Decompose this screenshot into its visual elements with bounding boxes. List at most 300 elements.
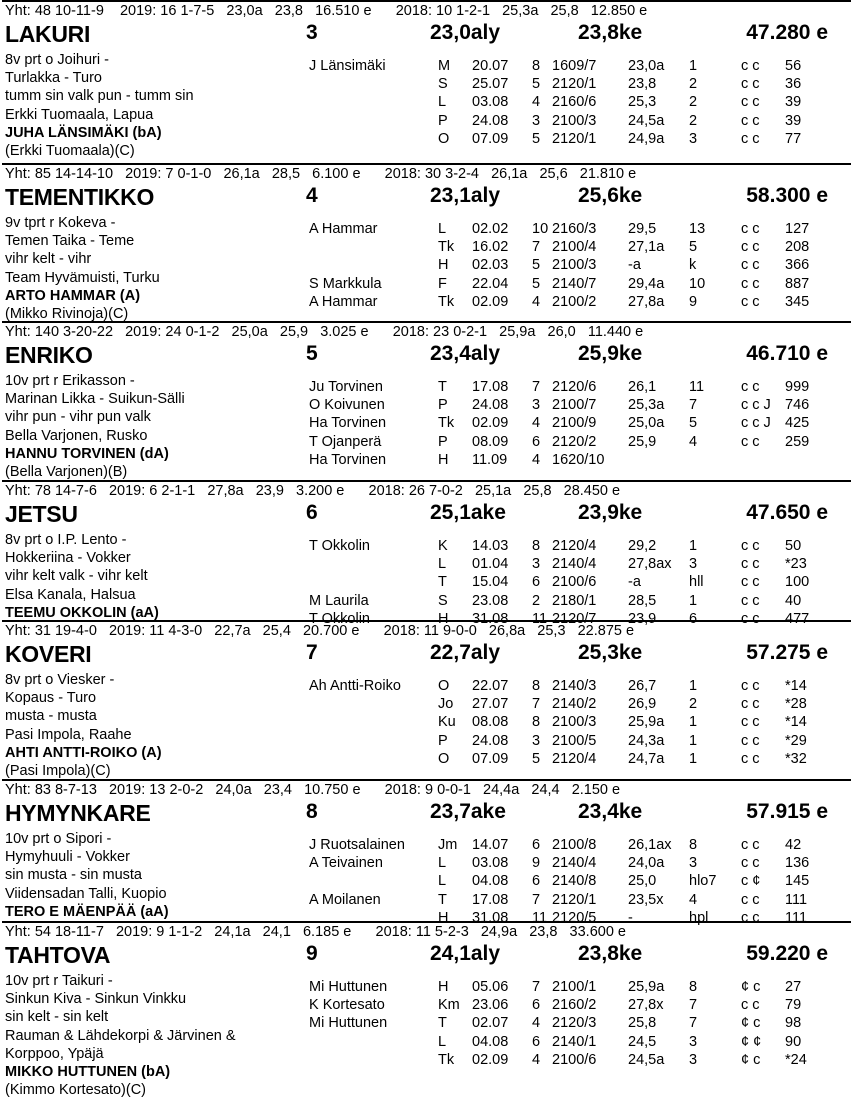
start-driver: Mi Huttunen bbox=[309, 979, 388, 995]
start-place: 1 bbox=[689, 538, 698, 554]
start-post: 5 bbox=[532, 275, 541, 292]
start-track: F bbox=[438, 275, 447, 292]
start-driver: T Ojanperä bbox=[309, 433, 382, 450]
start-odds: 39 bbox=[785, 94, 802, 111]
start-odds: *14 bbox=[785, 714, 807, 731]
info-line: Pasi Impola, Raahe bbox=[5, 726, 132, 743]
start-post: 6 bbox=[532, 837, 541, 853]
start-track: L bbox=[438, 855, 447, 872]
start-dist: 2100/9 bbox=[552, 415, 597, 432]
start-date: 24.08 bbox=[472, 112, 509, 129]
record-volt: 23,8ke bbox=[578, 942, 643, 965]
start-post: 3 bbox=[532, 732, 541, 749]
start-date: 23.06 bbox=[472, 997, 509, 1014]
start-date: 25.07 bbox=[472, 76, 509, 93]
start-dist: 2140/4 bbox=[552, 556, 597, 573]
record-auto: 23,0aly bbox=[430, 21, 501, 44]
record-volt: 23,8ke bbox=[578, 21, 643, 44]
info-line: (Mikko Rivinoja)(C) bbox=[5, 306, 129, 323]
start-shoes: c c bbox=[741, 997, 760, 1014]
start-odds: 50 bbox=[785, 538, 802, 554]
start-track: M bbox=[438, 58, 451, 74]
start-post: 7 bbox=[532, 239, 541, 256]
start-dist: 2120/6 bbox=[552, 379, 597, 395]
start-shoes: c c bbox=[741, 837, 760, 853]
start-post: 7 bbox=[532, 891, 541, 908]
horse-name: TAHTOVA bbox=[5, 942, 111, 968]
start-dist: 2100/7 bbox=[552, 397, 597, 414]
start-shoes: c c bbox=[741, 76, 760, 93]
start-time: 25,9a bbox=[628, 979, 665, 995]
start-place: 2 bbox=[689, 94, 698, 111]
start-row bbox=[0, 751, 853, 769]
start-track: T bbox=[438, 1015, 447, 1032]
info-line: sin kelt - sin kelt bbox=[5, 1009, 109, 1026]
info-line: musta - musta bbox=[5, 708, 97, 725]
start-place: 13 bbox=[689, 221, 706, 237]
start-dist: 2160/6 bbox=[552, 94, 597, 111]
start-driver: A Moilanen bbox=[309, 891, 381, 908]
start-time: 25,0 bbox=[628, 873, 657, 890]
start-track: Ku bbox=[438, 714, 456, 731]
start-odds: 98 bbox=[785, 1015, 802, 1032]
start-date: 02.09 bbox=[472, 415, 509, 432]
start-post: 4 bbox=[532, 94, 541, 111]
start-track: Tk bbox=[438, 1051, 455, 1068]
start-time: 26,1 bbox=[628, 379, 657, 395]
start-post: 4 bbox=[532, 451, 541, 468]
info-line: Viidensadan Talli, Kuopio bbox=[5, 885, 167, 902]
start-row bbox=[0, 538, 853, 556]
start-track: P bbox=[438, 112, 448, 129]
start-driver: Ju Torvinen bbox=[309, 379, 383, 395]
start-place: 2 bbox=[689, 76, 698, 93]
info-line: Hokkeriina - Vokker bbox=[5, 550, 131, 567]
start-track: H bbox=[438, 610, 449, 627]
start-row bbox=[0, 76, 853, 94]
start-time: 25,9a bbox=[628, 714, 665, 731]
start-date: 08.09 bbox=[472, 433, 509, 450]
start-post: 7 bbox=[532, 696, 541, 713]
start-dist: 1620/10 bbox=[552, 451, 605, 468]
info-line: JUHA LÄNSIMÄKI (bA) bbox=[5, 124, 162, 141]
separator-line bbox=[2, 163, 851, 165]
start-track: O bbox=[438, 750, 450, 767]
start-driver: S Markkula bbox=[309, 275, 382, 292]
horse-entry bbox=[0, 480, 853, 637]
record-volt: 23,4ke bbox=[578, 800, 643, 823]
start-time: 26,9 bbox=[628, 696, 657, 713]
info-line: Elsa Kanala, Halsua bbox=[5, 586, 136, 603]
start-date: 02.07 bbox=[472, 1015, 509, 1032]
start-track: Tk bbox=[438, 415, 455, 432]
start-time: 24,9a bbox=[628, 130, 665, 147]
start-place: 2 bbox=[689, 696, 698, 713]
start-row bbox=[0, 1034, 853, 1052]
start-date: 20.07 bbox=[472, 58, 509, 74]
start-number: 9 bbox=[306, 942, 318, 965]
start-time: 29,5 bbox=[628, 221, 657, 237]
info-line: 8v prt o I.P. Lento - bbox=[5, 532, 127, 548]
start-track: T bbox=[438, 379, 447, 395]
start-odds: 999 bbox=[785, 379, 810, 395]
start-driver: Ha Torvinen bbox=[309, 451, 387, 468]
start-post: 4 bbox=[532, 293, 541, 310]
start-driver: K Kortesato bbox=[309, 997, 385, 1014]
start-date: 16.02 bbox=[472, 239, 509, 256]
start-row bbox=[0, 556, 853, 574]
start-dist: 2100/2 bbox=[552, 293, 597, 310]
start-odds: *14 bbox=[785, 678, 807, 694]
start-post: 5 bbox=[532, 257, 541, 274]
start-time: 25,3a bbox=[628, 397, 665, 414]
start-odds: *28 bbox=[785, 696, 807, 713]
start-post: 11 bbox=[532, 909, 548, 926]
start-track: L bbox=[438, 1033, 447, 1050]
start-time: 25,3 bbox=[628, 94, 657, 111]
info-line: 10v prt r Taikuri - bbox=[5, 973, 113, 989]
start-shoes: c c bbox=[741, 750, 760, 767]
start-row bbox=[0, 1015, 853, 1033]
info-line: 10v prt o Sipori - bbox=[5, 831, 112, 847]
info-line: (Erkki Tuomaala)(C) bbox=[5, 143, 135, 160]
start-track: T bbox=[438, 574, 447, 591]
start-post: 7 bbox=[532, 379, 541, 395]
total-earnings: 58.300 e bbox=[746, 184, 828, 207]
start-shoes: ¢ c bbox=[741, 1051, 761, 1068]
start-place: 8 bbox=[689, 979, 698, 995]
start-time: 27,1a bbox=[628, 239, 665, 256]
start-shoes: c c bbox=[741, 112, 760, 129]
start-time: 24,5a bbox=[628, 1051, 665, 1068]
start-track: L bbox=[438, 873, 447, 890]
start-dist: 2140/4 bbox=[552, 855, 597, 872]
start-shoes: ¢ ¢ bbox=[741, 1033, 762, 1050]
start-date: 05.06 bbox=[472, 979, 509, 995]
start-track: S bbox=[438, 592, 448, 609]
horse-name: HYMYNKARE bbox=[5, 800, 151, 826]
start-row bbox=[0, 1052, 853, 1070]
start-date: 23.08 bbox=[472, 592, 509, 609]
start-post: 6 bbox=[532, 873, 541, 890]
start-number: 7 bbox=[306, 641, 318, 664]
start-post: 8 bbox=[532, 714, 541, 731]
separator-line bbox=[2, 0, 851, 2]
start-dist: 2100/3 bbox=[552, 112, 597, 129]
start-post: 10 bbox=[532, 221, 549, 237]
start-row bbox=[0, 733, 853, 751]
start-odds: *32 bbox=[785, 750, 807, 767]
start-track: Tk bbox=[438, 239, 455, 256]
start-shoes: ¢ c bbox=[741, 1015, 761, 1032]
start-row bbox=[0, 593, 853, 611]
info-line: HANNU TORVINEN (dA) bbox=[5, 445, 169, 462]
start-dist: 2140/2 bbox=[552, 696, 597, 713]
start-date: 24.08 bbox=[472, 397, 509, 414]
start-shoes: ¢ c bbox=[741, 979, 761, 995]
info-line: AHTI ANTTI-ROIKO (A) bbox=[5, 744, 162, 761]
start-post: 8 bbox=[532, 58, 541, 74]
start-track: O bbox=[438, 130, 450, 147]
start-track: Jm bbox=[438, 837, 458, 853]
start-place: 9 bbox=[689, 293, 698, 310]
start-dist: 2180/1 bbox=[552, 592, 597, 609]
info-line: Marinan Likka - Suikun-Sälli bbox=[5, 391, 185, 408]
info-line: vihr kelt valk - vihr kelt bbox=[5, 568, 148, 585]
start-driver: Ah Antti-Roiko bbox=[309, 678, 401, 694]
info-line: (Kimmo Kortesato)(C) bbox=[5, 1082, 146, 1099]
start-dist: 2140/3 bbox=[552, 678, 597, 694]
start-date: 31.08 bbox=[472, 909, 509, 926]
start-date: 27.07 bbox=[472, 696, 509, 713]
recent-starts bbox=[0, 379, 853, 470]
start-place: 1 bbox=[689, 678, 698, 694]
start-odds: 39 bbox=[785, 112, 802, 129]
start-driver: O Koivunen bbox=[309, 397, 385, 414]
start-odds: 79 bbox=[785, 997, 802, 1014]
start-dist: 2100/5 bbox=[552, 732, 597, 749]
start-odds: 145 bbox=[785, 873, 810, 890]
info-line: TEEMU OKKOLIN (aA) bbox=[5, 604, 159, 621]
total-earnings: 57.275 e bbox=[746, 641, 828, 664]
start-place: 1 bbox=[689, 58, 698, 74]
start-row bbox=[0, 574, 853, 592]
start-odds: 746 bbox=[785, 397, 810, 414]
start-dist: 2160/3 bbox=[552, 221, 597, 237]
record-volt: 25,9ke bbox=[578, 342, 643, 365]
recent-starts bbox=[0, 678, 853, 769]
start-date: 02.02 bbox=[472, 221, 509, 237]
separator-line bbox=[2, 321, 851, 323]
start-driver: T Okkolin bbox=[309, 610, 370, 627]
start-post: 8 bbox=[532, 678, 541, 694]
total-earnings: 47.280 e bbox=[746, 21, 828, 44]
start-row bbox=[0, 257, 853, 275]
start-odds: 477 bbox=[785, 610, 810, 627]
start-track: H bbox=[438, 979, 449, 995]
start-post: 3 bbox=[532, 112, 541, 129]
start-odds: 366 bbox=[785, 257, 810, 274]
start-time: - bbox=[628, 909, 633, 926]
info-line: 8v prt o Viesker - bbox=[5, 672, 115, 688]
recent-starts bbox=[0, 221, 853, 312]
horse-name: LAKURI bbox=[5, 21, 91, 47]
start-shoes: c c bbox=[741, 58, 760, 74]
start-odds: 56 bbox=[785, 58, 802, 74]
info-line: vihr kelt - vihr bbox=[5, 251, 92, 268]
start-post: 4 bbox=[532, 1015, 541, 1032]
horse-name: JETSU bbox=[5, 501, 78, 527]
total-earnings: 46.710 e bbox=[746, 342, 828, 365]
start-row bbox=[0, 221, 853, 239]
start-odds: 77 bbox=[785, 130, 802, 147]
start-dist: 2100/4 bbox=[552, 239, 597, 256]
start-date: 11.09 bbox=[472, 451, 508, 468]
start-shoes: c c bbox=[741, 538, 760, 554]
start-place: hll bbox=[689, 574, 704, 591]
start-shoes: c c bbox=[741, 257, 760, 274]
info-line: 8v prt o Joihuri - bbox=[5, 52, 109, 68]
record-auto: 23,4aly bbox=[430, 342, 501, 365]
start-dist: 2120/5 bbox=[552, 909, 597, 926]
start-odds: 208 bbox=[785, 239, 810, 256]
start-date: 31.08 bbox=[472, 610, 509, 627]
separator-line bbox=[2, 480, 851, 482]
start-track: S bbox=[438, 76, 448, 93]
record-volt: 25,6ke bbox=[578, 184, 643, 207]
start-driver: Ha Torvinen bbox=[309, 415, 387, 432]
start-time: 25,0a bbox=[628, 415, 665, 432]
info-line: ARTO HAMMAR (A) bbox=[5, 287, 141, 304]
horse-name: TEMENTIKKO bbox=[5, 184, 155, 210]
start-row bbox=[0, 113, 853, 131]
separator-line bbox=[2, 620, 851, 622]
start-place: 7 bbox=[689, 997, 698, 1014]
start-odds: 259 bbox=[785, 433, 810, 450]
start-time: 27,8ax bbox=[628, 556, 672, 573]
start-place: 8 bbox=[689, 837, 698, 853]
start-dist: 2100/6 bbox=[552, 1051, 597, 1068]
start-number: 8 bbox=[306, 800, 318, 823]
start-dist: 2140/7 bbox=[552, 275, 597, 292]
start-dist: 1609/7 bbox=[552, 58, 597, 74]
start-post: 6 bbox=[532, 574, 541, 591]
start-odds: *29 bbox=[785, 732, 807, 749]
start-row bbox=[0, 997, 853, 1015]
start-time: 29,4a bbox=[628, 275, 665, 292]
start-place: 1 bbox=[689, 732, 698, 749]
start-row bbox=[0, 979, 853, 997]
start-date: 08.08 bbox=[472, 714, 509, 731]
start-date: 03.08 bbox=[472, 855, 509, 872]
start-dist: 2120/2 bbox=[552, 433, 597, 450]
start-post: 3 bbox=[532, 556, 541, 573]
start-shoes: c c bbox=[741, 891, 760, 908]
start-place: 3 bbox=[689, 1051, 698, 1068]
info-line: MIKKO HUTTUNEN (bA) bbox=[5, 1064, 171, 1081]
start-shoes: c c bbox=[741, 592, 760, 609]
start-shoes: c c bbox=[741, 130, 760, 147]
start-post: 5 bbox=[532, 750, 541, 767]
start-dist: 2120/1 bbox=[552, 76, 597, 93]
start-row bbox=[0, 714, 853, 732]
start-odds: 40 bbox=[785, 592, 802, 609]
start-place: 7 bbox=[689, 397, 698, 414]
record-volt: 25,3ke bbox=[578, 641, 643, 664]
start-shoes: c c J bbox=[741, 415, 771, 432]
start-shoes: c c bbox=[741, 610, 760, 627]
start-time: 24,5 bbox=[628, 1033, 657, 1050]
start-shoes: c c bbox=[741, 732, 760, 749]
start-row bbox=[0, 855, 853, 873]
info-line: 10v prt r Erikasson - bbox=[5, 373, 135, 389]
start-odds: 42 bbox=[785, 837, 802, 853]
separator-line bbox=[2, 921, 851, 923]
info-line: Turlakka - Turo bbox=[5, 70, 102, 87]
info-line: TERO E MÄENPÄÄ (aA) bbox=[5, 903, 169, 920]
recent-starts bbox=[0, 538, 853, 629]
horse-entry bbox=[0, 921, 853, 1099]
start-date: 17.08 bbox=[472, 379, 509, 395]
start-track: O bbox=[438, 678, 450, 694]
start-driver: J Länsimäki bbox=[309, 58, 386, 74]
start-shoes: c c bbox=[741, 275, 760, 292]
start-dist: 2160/2 bbox=[552, 997, 597, 1014]
start-place: k bbox=[689, 257, 697, 274]
start-time: 26,7 bbox=[628, 678, 657, 694]
start-track: H bbox=[438, 257, 449, 274]
horse-name: ENRIKO bbox=[5, 342, 93, 368]
start-place: 7 bbox=[689, 1015, 698, 1032]
start-dist: 2140/8 bbox=[552, 873, 597, 890]
start-date: 04.08 bbox=[472, 873, 509, 890]
start-shoes: c c bbox=[741, 714, 760, 731]
start-dist: 2120/4 bbox=[552, 750, 597, 767]
start-date: 03.08 bbox=[472, 94, 509, 111]
start-time: 25,8 bbox=[628, 1015, 657, 1032]
start-place: 4 bbox=[689, 433, 698, 450]
info-line: (Pasi Impola)(C) bbox=[5, 763, 111, 780]
start-shoes: c c bbox=[741, 696, 760, 713]
career-stats: Yht: 54 18-11-7 2019: 9 1-1-2 24,1a 24,1 6.185 e 2018: 11 5-2-3 24,9a 23,8 33.600 e bbox=[5, 924, 626, 940]
start-number: 5 bbox=[306, 342, 318, 365]
start-shoes: c ¢ bbox=[741, 873, 761, 890]
start-track: L bbox=[438, 94, 447, 111]
start-dist: 2100/3 bbox=[552, 714, 597, 731]
start-track: H bbox=[438, 451, 449, 468]
start-place: 5 bbox=[689, 415, 698, 432]
record-auto: 23,7ake bbox=[430, 800, 506, 823]
start-odds: *24 bbox=[785, 1051, 807, 1068]
start-odds: *23 bbox=[785, 556, 807, 573]
start-post: 5 bbox=[532, 76, 541, 93]
start-time: 24,7a bbox=[628, 750, 665, 767]
horse-entry bbox=[0, 163, 853, 323]
start-row bbox=[0, 379, 853, 397]
start-odds: 127 bbox=[785, 221, 810, 237]
start-place: 5 bbox=[689, 239, 698, 256]
career-stats: Yht: 48 10-11-9 2019: 16 1-7-5 23,0a 23,8 16.510 e 2018: 10 1-2-1 25,3a 25,8 12.850 e bbox=[5, 3, 648, 19]
start-time: 23,5x bbox=[628, 891, 664, 908]
start-driver: A Hammar bbox=[309, 221, 378, 237]
info-line: Korppoo, Ypäjä bbox=[5, 1045, 104, 1062]
start-shoes: c c bbox=[741, 239, 760, 256]
start-post: 4 bbox=[532, 415, 541, 432]
start-time: 24,3a bbox=[628, 732, 665, 749]
start-place: hpl bbox=[689, 909, 709, 926]
info-line: Hymyhuuli - Vokker bbox=[5, 849, 130, 866]
record-auto: 23,1aly bbox=[430, 184, 501, 207]
start-dist: 2120/1 bbox=[552, 130, 597, 147]
start-place: 1 bbox=[689, 714, 698, 731]
info-line: vihr pun - vihr pun valk bbox=[5, 409, 151, 426]
record-auto: 24,1aly bbox=[430, 942, 501, 965]
horse-entry bbox=[0, 0, 853, 160]
start-place: 11 bbox=[689, 379, 705, 395]
start-row bbox=[0, 892, 853, 910]
start-place: 1 bbox=[689, 592, 698, 609]
start-time: 23,0a bbox=[628, 58, 665, 74]
start-driver: A Hammar bbox=[309, 293, 378, 310]
start-shoes: c c bbox=[741, 221, 760, 237]
start-date: 14.07 bbox=[472, 837, 509, 853]
start-track: Km bbox=[438, 997, 460, 1014]
start-shoes: c c bbox=[741, 293, 760, 310]
start-post: 8 bbox=[532, 538, 541, 554]
start-shoes: c c J bbox=[741, 397, 771, 414]
start-post: 6 bbox=[532, 433, 541, 450]
start-track: Tk bbox=[438, 293, 455, 310]
